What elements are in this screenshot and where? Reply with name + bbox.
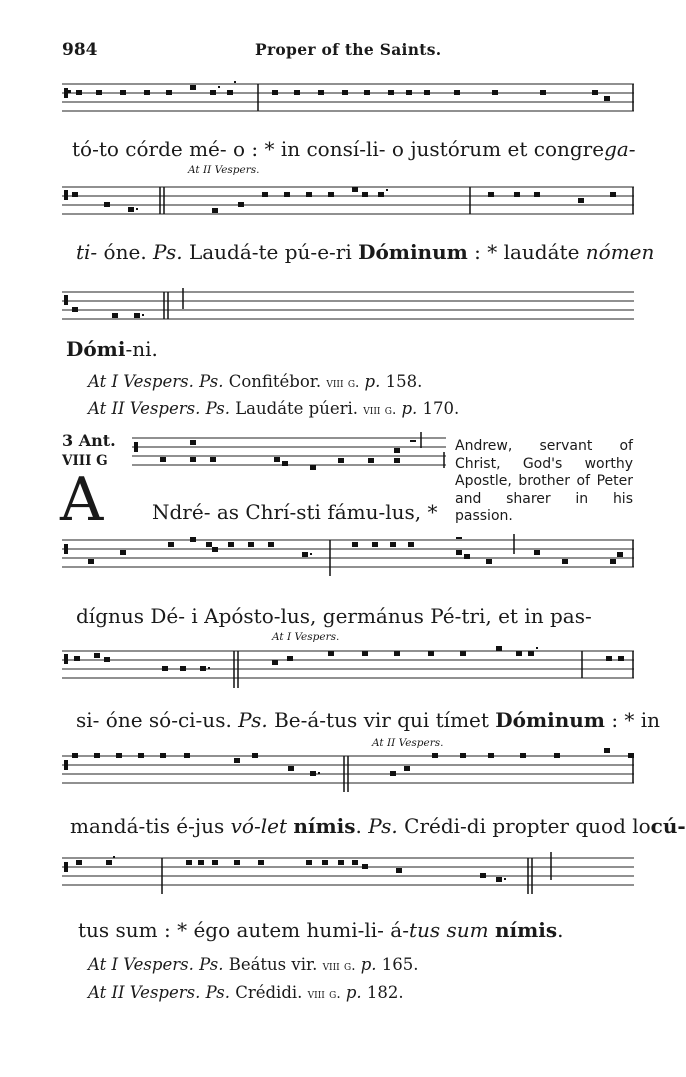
drop-cap: A [60,465,104,535]
lyric-line-4: Ndré- as Chrí-sti fámu-lus, * [152,500,438,524]
rubric-ii-vespers-1: At II Vespers. [188,164,260,176]
lyric-line-2: ti- óne. Ps. Laudá-te pú-e-ri Dóminum : * laudáte nómen [76,240,655,264]
staff-1 [62,76,634,118]
rubric-ii-vespers-2: At II Vespers. [372,737,444,749]
lyric-line-5: dígnus Dé- i Apósto-lus, germánus Pé-tri, et in pas- [76,604,592,628]
lyric-line-1: tó-to córde mé- o : * in consí-li- o justórum et congrega- [72,137,636,161]
lyric-line-8: tus sum : * égo autem humi-li- á-tus sum nímis. [78,918,564,942]
staff-3 [62,285,634,325]
rubric-i-vespers-psalm: At I Vespers. Ps. Confitébor. viii g. p. 158. [88,372,423,391]
staff-6 [62,644,634,690]
lyric-line-6: si- óne só-ci-us. Ps. Be-á-tus vir qui tímet Dóminum : * in [76,708,661,732]
page-number: 984 [62,40,98,60]
staff-8 [62,850,634,900]
rubric-ii-vespers-psalm: At II Vespers. Ps. Laudáte púeri. viii g. p. 170. [88,399,460,418]
running-title: Proper of the Saints. [255,40,442,59]
antiphon-translation: Andrew, servant of Christ, God's worthy Apostle, brother of Peter and sharer in his passion. [455,438,633,524]
staff-5 [62,532,634,582]
rubric-ii-vespers-psalm-2: At II Vespers. Ps. Crédidi. viii g. p. 182. [88,983,404,1002]
staff-2 [62,180,634,220]
antiphon-mode: VIII G [62,453,108,469]
rubric-i-vespers-psalm-2: At I Vespers. Ps. Beátus vir. viii g. p. 165. [88,955,419,974]
staff-4 [132,430,446,472]
lyric-line-7: mandá-tis é-jus vó-let nímis. Ps. Crédi-di propter quod locú- [70,814,686,838]
rubric-i-vespers-2: At I Vespers. [272,631,340,643]
lyric-line-3: Dómi-ni. [66,337,158,361]
staff-7 [62,748,634,796]
antiphon-number: 3 Ant. [62,431,116,450]
